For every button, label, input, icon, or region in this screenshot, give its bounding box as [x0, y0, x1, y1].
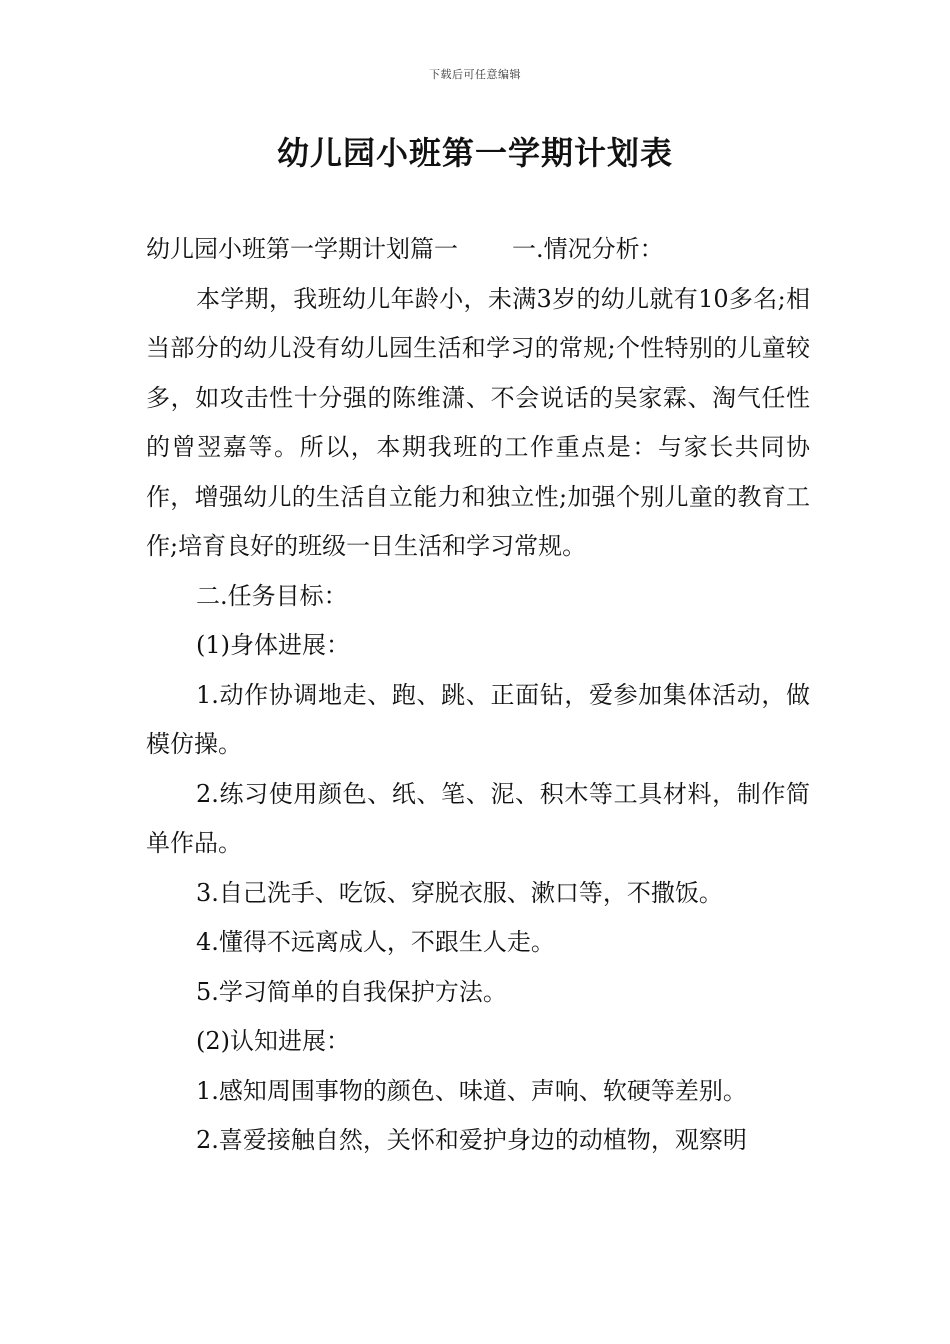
list-item: 2.练习使用颜色、纸、笔、泥、积木等工具材料，制作简单作品。	[146, 779, 810, 857]
subtitle-line	[146, 225, 810, 275]
subsection-heading-cognitive: (2)认知进展：	[196, 1027, 350, 1055]
paragraph-situation: 本学期，我班幼儿年龄小，未满3岁的幼儿就有10多名;相当部分的幼儿没有幼儿园生活和学习的常规;个性特别的儿童较多，如攻击性十分强的陈维潇、不会说话的吴家霖、淘气任性的曾翌嘉等。所以，本期我班的工作重点是：与家长共同协作，增强幼儿的生活自立能力和独立性;加强个别儿童的教育工作;培育良好的班级一日生活和学习常规。	[146, 284, 810, 560]
list-item: 3.自己洗手、吃饭、穿脱衣服、漱口等，不撒饭。	[196, 878, 723, 907]
section-heading-goals: 二.任务目标：	[196, 581, 348, 610]
list-item: 4.懂得不远离成人，不跟生人走。	[196, 928, 555, 956]
header-note: 下载后可任意编辑	[429, 68, 521, 81]
section-heading: 一.情况分析：	[512, 235, 664, 263]
page-title: 幼儿园小班第一学期计划表	[276, 134, 673, 172]
list-item: 5.学习简单的自我保护方法。	[196, 977, 507, 1006]
list-item: 1.动作协调地走、跑、跳、正面钻，爱参加集体活动，做模仿操。	[146, 680, 810, 758]
list-item: 1.感知周围事物的颜色、味道、声响、软硬等差别。	[196, 1076, 747, 1105]
subsection-heading-physical: (1)身体进展：	[196, 631, 350, 659]
document-body	[146, 225, 810, 1166]
list-item: 2.喜爱接触自然，关怀和爱护身边的动植物，观察明	[196, 1126, 747, 1154]
part-label: 幼儿园小班第一学期计划篇一	[146, 235, 458, 263]
